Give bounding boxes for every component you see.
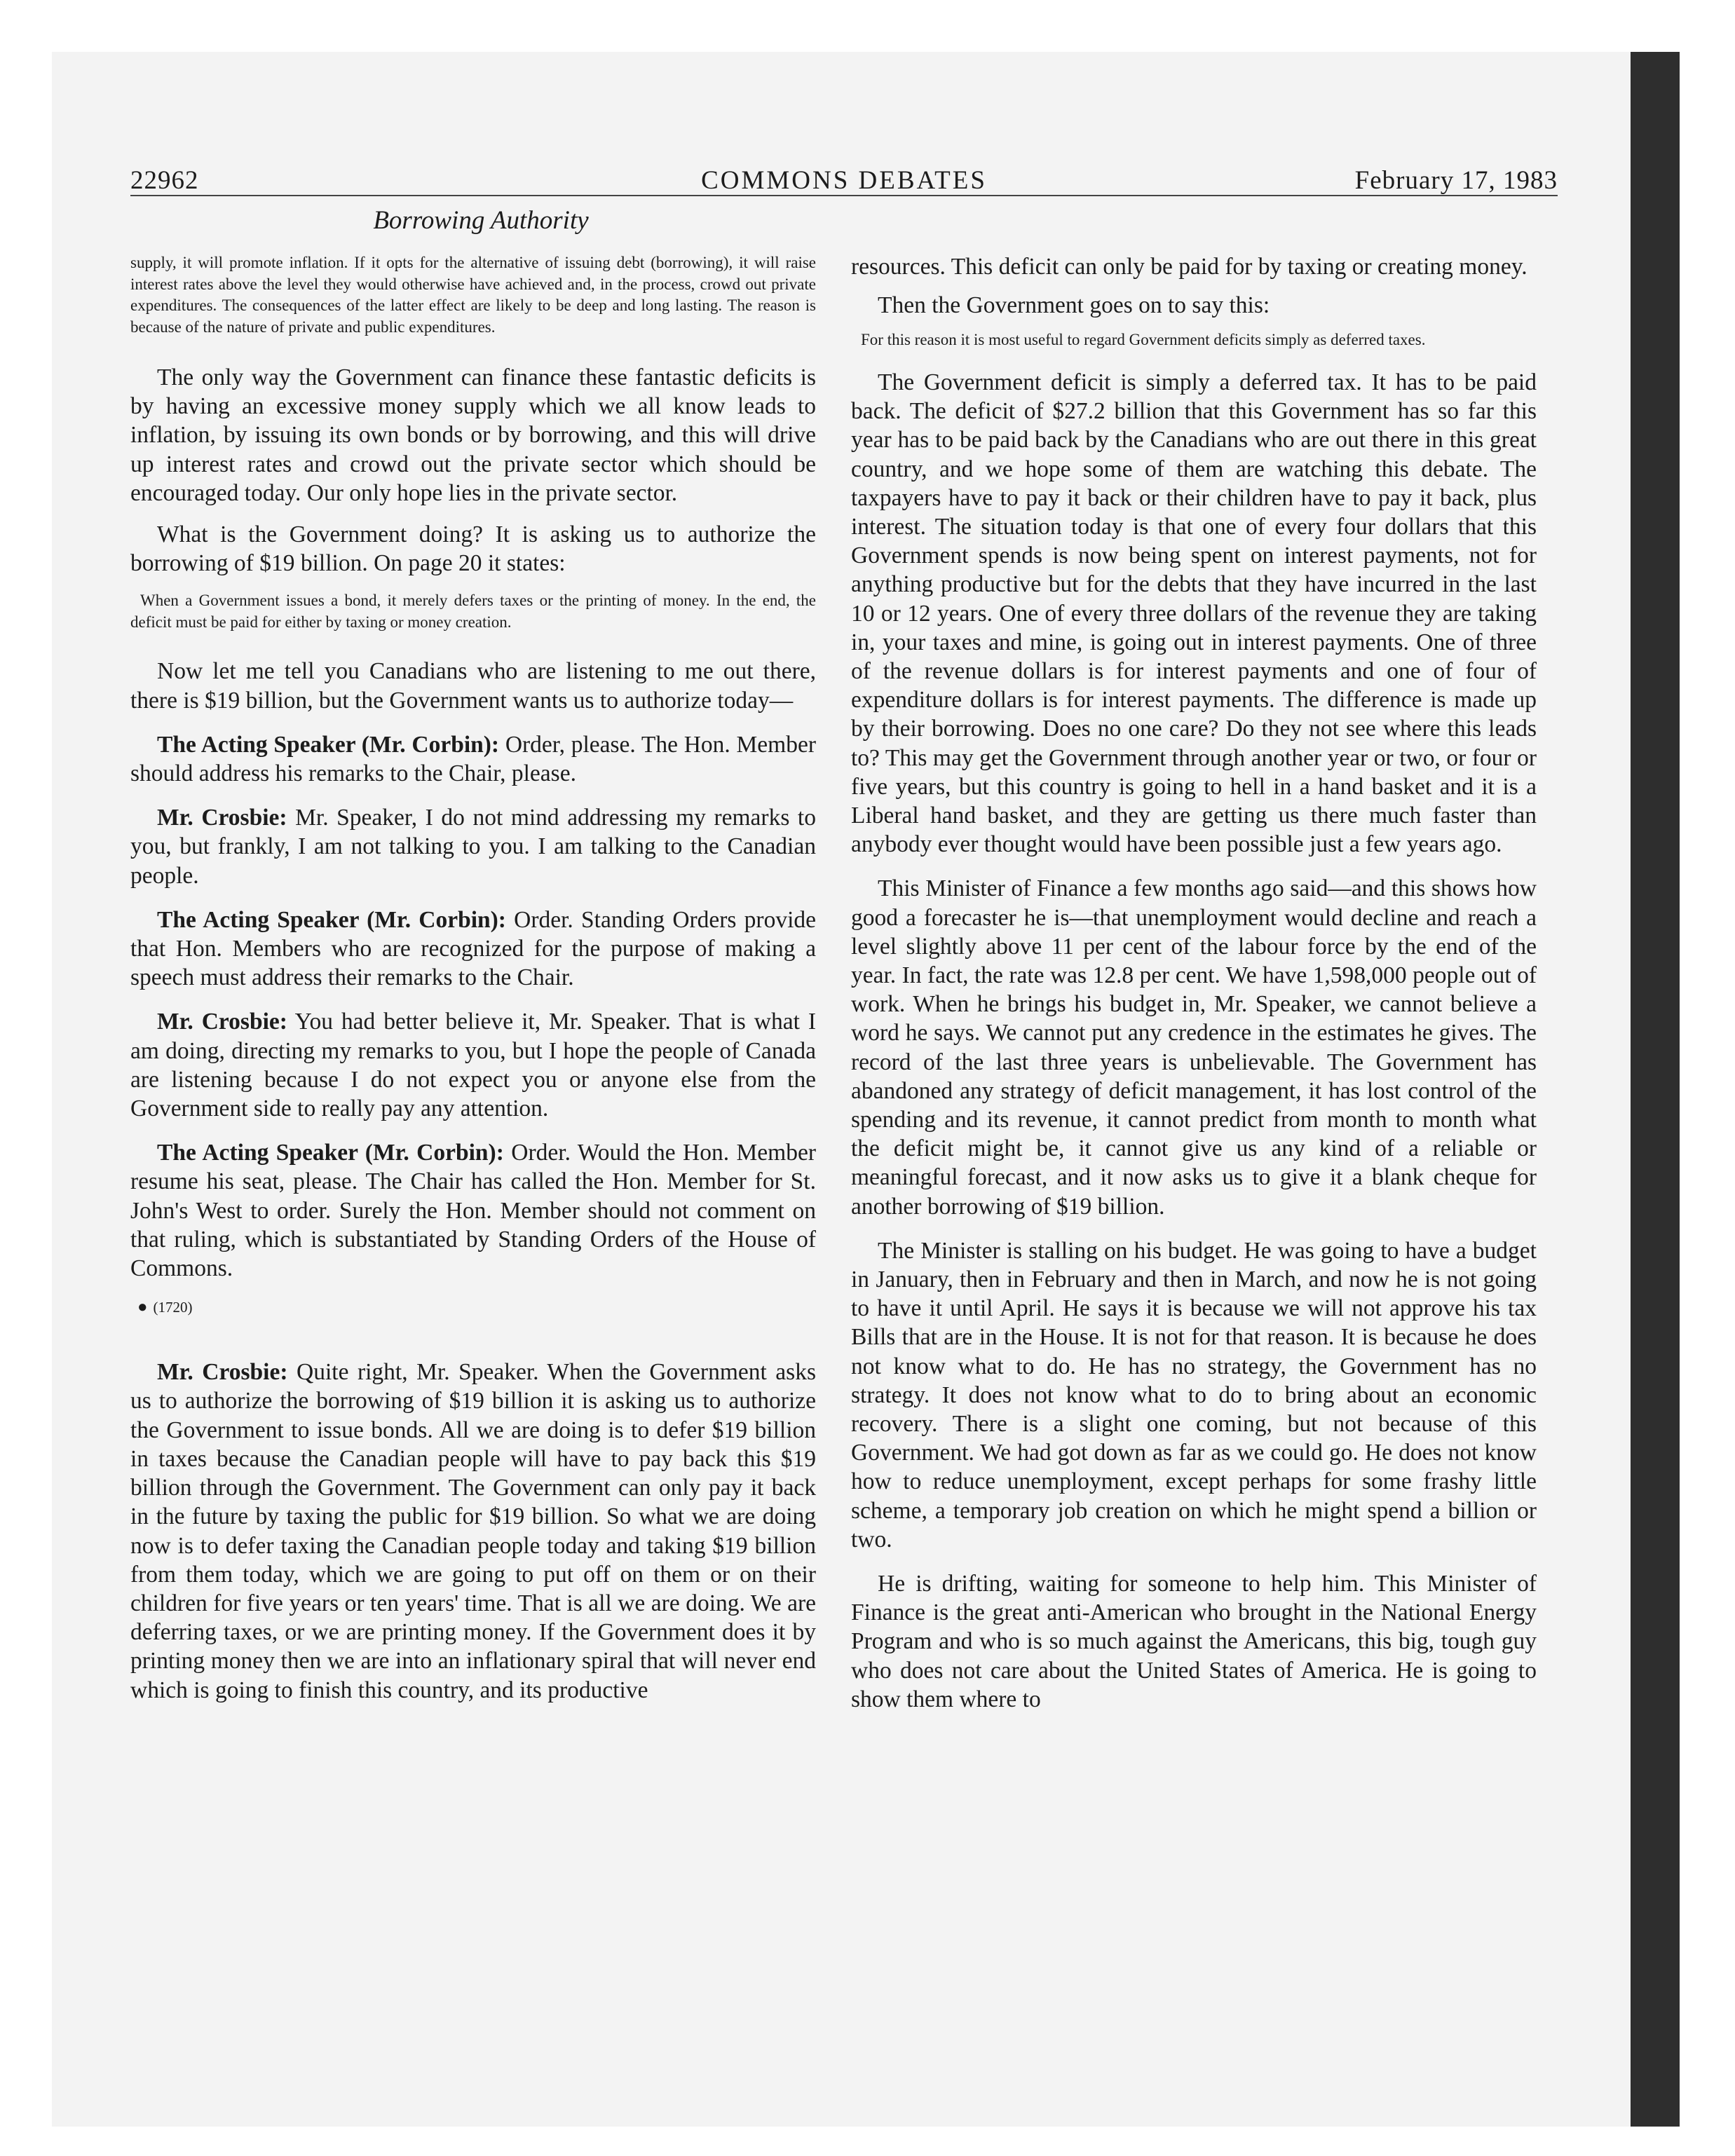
speaker-name: Mr. Crosbie: xyxy=(157,1359,288,1386)
left-column xyxy=(130,252,816,1717)
body-paragraph: The Minister is stalling on his budget. He was going to have a budget in January, then in February and then in March, and now he is not going to have it until April. He says it is because we will not approve his tax Bills that are in the House. It is not for that reason. It is because he does not know what to do. He has no strategy, the Government has no strategy. It does not know what to do to bring about an economic recovery. There is a slight one coming, but not because of this Government. We had got down as far as we could go. He does not know how to reduce unemployment, except perhaps for some frashy little scheme, a temporary job creation on which he might spend a billion or two. xyxy=(851,1237,1537,1553)
running-title: Borrowing Authority xyxy=(373,206,589,235)
body-paragraph: Then the Government goes on to say this: xyxy=(878,292,1270,319)
speech-text: Quite right, Mr. Speaker. When the Government asks us to authorize the borrowing of $19 billion it is asking us to authorize the Government to issue bonds. All we are doing is to defer $19 billion in taxes because the Canadian people will have to pay back this $19 billion through the Government. The Government can only pay it back in the future by taxing the public for $19 billion. So what we are doing now is to defer taxing the Canadian people today and taking $19 billion from them today, which we are going to put off on them or on their children for five years or ten years' time. That is all we are doing. We are deferring taxes, or we are printing money. If the Government does it by printing money then we are into an inflationary spiral that will never end which is going to finish this country, and its productive xyxy=(130,1359,816,1703)
quote-paragraph: When a Government issues a bond, it merely defers taxes or the printing of money. In the end, the deficit must be paid for either by taxing or money creation. xyxy=(130,592,816,631)
page-number: 22962 xyxy=(130,166,199,195)
bullet-icon: ● xyxy=(137,1298,148,1317)
speech-paragraph xyxy=(130,1138,816,1283)
speech-text: Order, please. The Hon. Member should address his remarks to the Chair, please. xyxy=(130,731,816,787)
speech-paragraph xyxy=(130,906,816,992)
body-paragraph: He is drifting, waiting for someone to help him. This Minister of Finance is the great anti-American who brought in the National Energy Program and who is so much against the Americans, this big, tough guy who does not care about the United States of America. He is going to show them where to xyxy=(851,1571,1537,1712)
speaker-name: Mr. Crosbie: xyxy=(157,1009,287,1035)
header-date: February 17, 1983 xyxy=(1354,166,1558,195)
header-rule xyxy=(130,195,1558,196)
body-paragraph: Now let me tell you Canadians who are listening to me out there, there is $19 billion, but the Government wants us to authorize today— xyxy=(130,658,816,714)
right-column xyxy=(851,252,1537,1726)
body-paragraph: resources. This deficit can only be paid for by taxing or creating money. xyxy=(851,254,1528,280)
body-paragraph: The Government deficit is simply a deferred tax. It has to be paid back. The deficit of $27.2 billion that this Government has so far this year has to be paid back by the Canadians who are out there in this great country, and we hope some of them are watching this debate. The taxpayers have to pay it back or their children have to pay it back, plus interest. The situation today is that one of every four dollars that this Government spends is now being spent on interest payments, not for anything productive but for the debts that they have incurred in the last 10 or 12 years. One of every three dollars of the revenue they are taking in, your taxes and mine, is going out in interest payments. One of three of the revenue dollars is for interest payments and one of four of expenditure dollars is for interest payments. The difference is made up by their borrowing. Does no one care? Do they not see where this leads to? This may get the Government through another year or two, or four or five years, but this country is going to hell in a hand basket and it is a Liberal hand basket, and they are getting us there much faster than anybody ever thought would have been possible just a few years ago. xyxy=(851,369,1537,858)
speech-text: Order. Would the Hon. Member resume his seat, please. The Chair has called the Hon. Member for St. John's West to order. Surely the Hon. Member should not comment on that ruling, which is substantiated by Standing Orders of the House of Commons. xyxy=(130,1140,816,1282)
body-paragraph: The only way the Government can finance these fantastic deficits is by having an excessive money supply which we all know leads to inflation, by issuing its own bonds or by borrowing, and this will drive up interest rates and crowd out the private sector which should be encouraged today. Our only hope lies in the private sector. xyxy=(130,364,816,506)
speaker-name: The Acting Speaker (Mr. Corbin): xyxy=(157,1140,504,1166)
body-paragraph: What is the Government doing? It is asking us to authorize the borrowing of $19 billion. On page 20 it states: xyxy=(130,521,816,577)
speech-text: Mr. Speaker, I do not mind addressing my remarks to you, but frankly, I am not talking to you. I am talking to the Canadian people. xyxy=(130,805,816,889)
time-marker-label: (1720) xyxy=(153,1299,193,1316)
time-marker xyxy=(137,1298,816,1317)
quote-paragraph: supply, it will promote inflation. If it opts for the alternative of issuing debt (borrowing), it will raise interest rates above the level they would otherwise have achieved and, in the process, crowd out private expenditures. The consequences of the latter effect are likely to be deep and long lasting. The reason is because of the nature of private and public expenditures. xyxy=(130,254,816,336)
speech-paragraph xyxy=(130,803,816,890)
body-paragraph: This Minister of Finance a few months ago said—and this shows how good a forecaster he is—that unemployment would decline and reach a level slightly above 11 per cent of the labour force by the end of the year. In fact, the rate was 12.8 per cent. We have 1,598,000 people out of work. When he brings his budget in, Mr. Speaker, we cannot believe a word he says. We cannot put any credence in the estimates he gives. The record of the last three years is unbelievable. The Government has abandoned any strategy of deficit management, it has lost control of the spending and its revenue, it cannot predict from month to month what the deficit might be, it cannot give us any kind of a reliable or meaningful forecast, and it now asks us to give it a blank cheque for another borrowing of $19 billion. xyxy=(851,875,1537,1220)
quote-paragraph: For this reason it is most useful to regard Government deficits simply as deferred taxes. xyxy=(861,331,1426,349)
speech-text: Order. Standing Orders provide that Hon. Members who are recognized for the purpose of making a speech must address their remarks to the Chair. xyxy=(130,906,816,991)
speech-text: You had better believe it, Mr. Speaker. That is what I am doing, directing my remarks to you, but I hope the people of Canada are listening because I do not expect you or anyone else from the Government side to really pay any attention. xyxy=(130,1009,816,1122)
speaker-name: The Acting Speaker (Mr. Corbin): xyxy=(157,731,500,758)
speech-paragraph xyxy=(130,1007,816,1123)
binding-edge xyxy=(1631,52,1680,2127)
publication-title: COMMONS DEBATES xyxy=(701,166,987,195)
speech-paragraph xyxy=(130,1358,816,1704)
speaker-name: Mr. Crosbie: xyxy=(157,805,287,831)
speaker-name: The Acting Speaker (Mr. Corbin): xyxy=(157,906,506,933)
speech-paragraph xyxy=(130,730,816,788)
